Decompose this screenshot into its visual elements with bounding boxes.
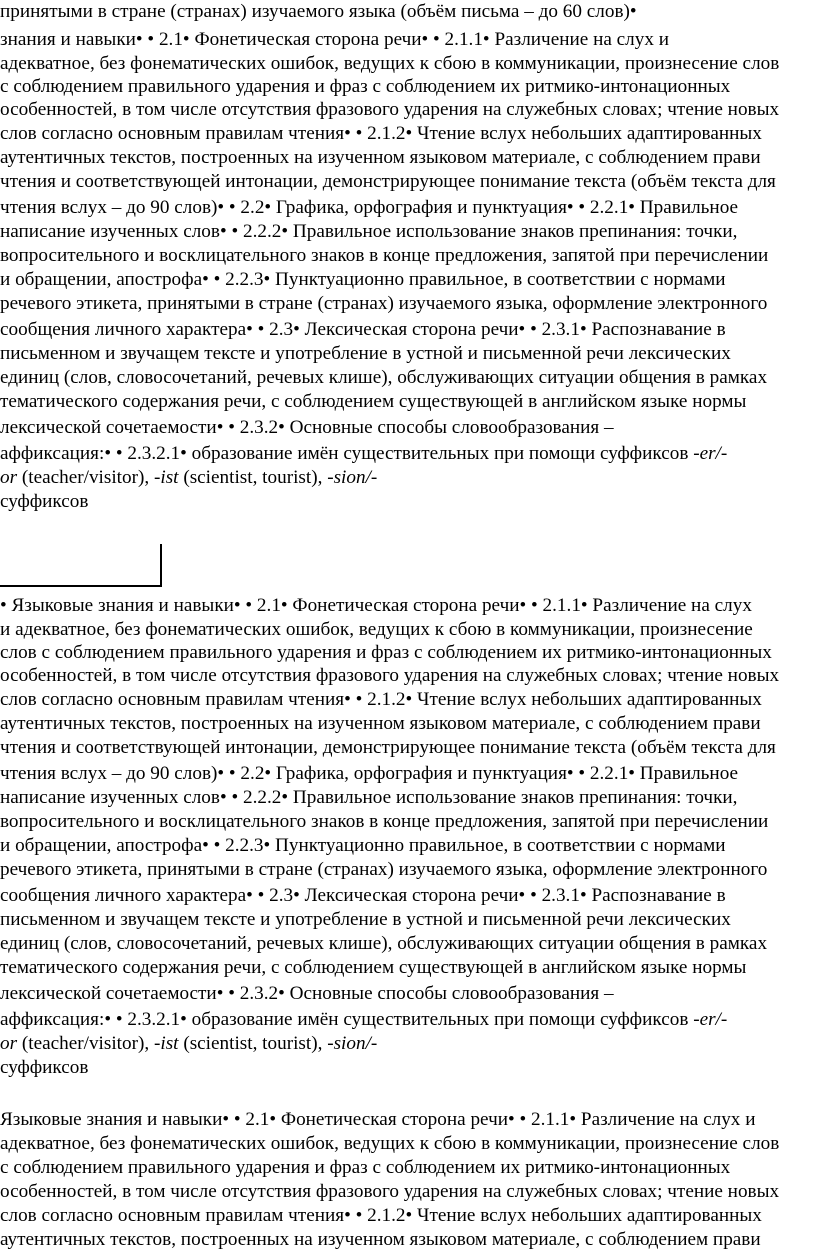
text-line: единиц (слов, словосочетаний, речевых клише), обслуживающих ситуации общения в рамках [0, 933, 768, 954]
text-line: аутентичных текстов, построенных на изученном языковом материале, с соблюдением прави [0, 713, 761, 734]
text-line: Языковые знания и навыки• • 2.1• Фонетическая сторона речи• • 2.1.1• Различение на слух и [0, 1109, 756, 1130]
text-line: речевого этикета, принятыми в стране (странах) изучаемого языка, оформление электронного [0, 293, 768, 314]
text-line: особенностей, в том числе отсутствия фразового ударения на служебных словах; чтение новых [0, 1181, 780, 1202]
text-line: чтения вслух – до 90 слов)• • 2.2• Графика, орфография и пунктуация• • 2.2.1• Правильное [0, 197, 739, 218]
text-line-italic-mixed: or (teacher/visitor), -ist (scientist, tourist), -sion/- [0, 467, 378, 488]
text-line: слов с соблюдением правильного ударения и фраз с соблюдением их ритмико-интонационных [0, 642, 772, 663]
text-line: речевого этикета, принятыми в стране (странах) изучаемого языка, оформление электронного [0, 859, 768, 880]
table-fragment [0, 544, 162, 587]
text-line: принятыми в стране (странах) изучаемого языка (объём письма – до 60 слов)• [0, 1, 637, 22]
text-line: и адекватное, без фонематических ошибок, ведущих к сбою в коммуникации, произнесение [0, 619, 753, 640]
text-line: чтения и соответствующей интонации, демонстрирующее понимание текста (объём текста для [0, 737, 776, 758]
text-line: лексической сочетаемости• • 2.3.2• Основные способы словообразования – [0, 417, 614, 438]
text-line: аутентичных текстов, построенных на изученном языковом материале, с соблюдением прави [0, 147, 761, 168]
text-line: слов согласно основным правилам чтения• • 2.1.2• Чтение вслух небольших адаптированных [0, 1205, 762, 1226]
text-line: и обращении, апострофа• • 2.2.3• Пунктуационно правильное, в соответствии с нормами [0, 835, 726, 856]
text-line-italic-mixed: or (teacher/visitor), -ist (scientist, tourist), -sion/- [0, 1033, 378, 1054]
table-border-horizontal [0, 585, 162, 587]
text-line: слов согласно основным правилам чтения• • 2.1.2• Чтение вслух небольших адаптированных [0, 123, 762, 144]
text-line: лексической сочетаемости• • 2.3.2• Основные способы словообразования – [0, 983, 614, 1004]
text-line: суффиксов [0, 1057, 89, 1078]
text-line: чтения и соответствующей интонации, демонстрирующее понимание текста (объём текста для [0, 171, 776, 192]
text-line: слов согласно основным правилам чтения• • 2.1.2• Чтение вслух небольших адаптированных [0, 689, 762, 710]
text-line: аффиксация:• • 2.3.2.1• образование имён существительных при помощи суффиксов -er/- [0, 443, 728, 464]
text-line: с соблюдением правильного ударения и фраз с соблюдением их ритмико-интонационных [0, 1157, 731, 1178]
text-line: тематического содержания речи, с соблюдением существующей в английском языке нормы [0, 391, 747, 412]
table-border-vertical [160, 544, 162, 587]
text-line: письменном и звучащем тексте и употребление в устной и письменной речи лексических [0, 909, 731, 930]
text-line: вопросительного и восклицательного знаков в конце предложения, запятой при перечислении [0, 245, 769, 266]
text-line: адекватное, без фонематических ошибок, ведущих к сбою в коммуникации, произнесение слов [0, 53, 780, 74]
text-line: особенностей, в том числе отсутствия фразового ударения на служебных словах; чтение новых [0, 665, 780, 686]
text-line: суффиксов [0, 491, 89, 512]
text-line: аффиксация:• • 2.3.2.1• образование имён существительных при помощи суффиксов -er/- [0, 1009, 728, 1030]
text-line: сообщения личного характера• • 2.3• Лексическая сторона речи• • 2.3.1• Распознавание в [0, 319, 726, 340]
text-line: тематического содержания речи, с соблюдением существующей в английском языке нормы [0, 957, 747, 978]
text-line: письменном и звучащем тексте и употребление в устной и письменной речи лексических [0, 343, 731, 364]
text-line: • Языковые знания и навыки• • 2.1• Фонетическая сторона речи• • 2.1.1• Различение на слух [0, 595, 752, 616]
text-line: чтения вслух – до 90 слов)• • 2.2• Графика, орфография и пунктуация• • 2.2.1• Правильное [0, 763, 739, 784]
text-line: особенностей, в том числе отсутствия фразового ударения на служебных словах; чтение новых [0, 99, 780, 120]
text-line: адекватное, без фонематических ошибок, ведущих к сбою в коммуникации, произнесение слов [0, 1133, 780, 1154]
text-line: написание изученных слов• • 2.2.2• Правильное использование знаков препинания: точки, [0, 787, 738, 808]
text-line: с соблюдением правильного ударения и фраз с соблюдением их ритмико-интонационных [0, 76, 731, 97]
text-line: аутентичных текстов, построенных на изученном языковом материале, с соблюдением прави [0, 1229, 761, 1250]
text-line: и обращении, апострофа• • 2.2.3• Пунктуационно правильное, в соответствии с нормами [0, 269, 726, 290]
text-line: сообщения личного характера• • 2.3• Лексическая сторона речи• • 2.3.1• Распознавание в [0, 885, 726, 906]
text-line: единиц (слов, словосочетаний, речевых клише), обслуживающих ситуации общения в рамках [0, 367, 768, 388]
text-line: знания и навыки• • 2.1• Фонетическая сторона речи• • 2.1.1• Различение на слух и [0, 29, 669, 50]
text-line: вопросительного и восклицательного знаков в конце предложения, запятой при перечислении [0, 811, 769, 832]
text-line: написание изученных слов• • 2.2.2• Правильное использование знаков препинания: точки, [0, 221, 738, 242]
